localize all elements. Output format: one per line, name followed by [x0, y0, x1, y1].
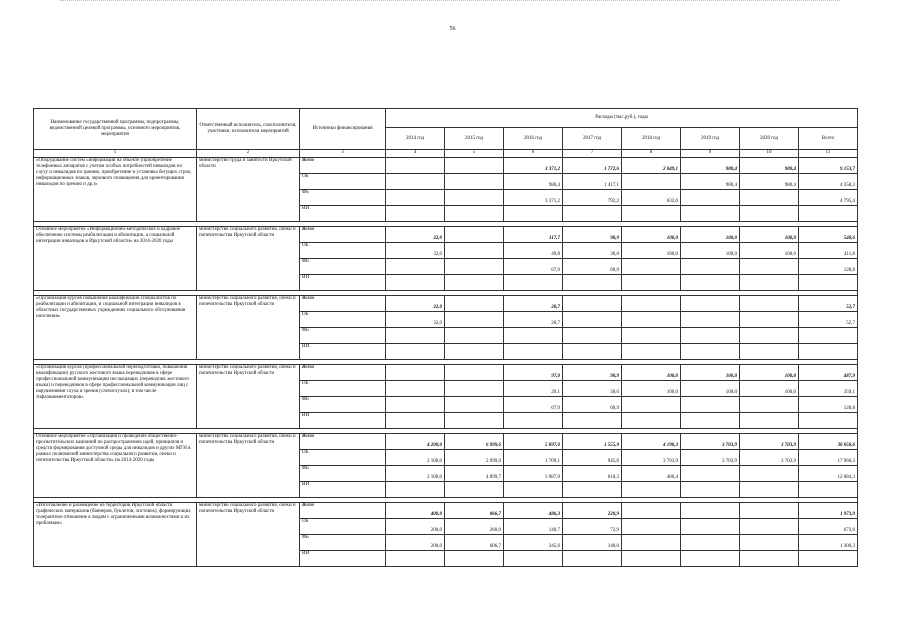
expense-value — [504, 413, 563, 429]
expense-value: 90,9 — [563, 227, 622, 243]
expense-value: 49,8 — [504, 243, 563, 259]
expense-value: 632,0 — [622, 190, 681, 206]
expense-value: 1 973,9 — [799, 503, 858, 519]
expense-value — [681, 466, 740, 482]
expense-value — [386, 397, 445, 413]
expense-value — [622, 206, 681, 222]
responsible-executor: министерство социального развития, опеки и попечительства Иркутской области — [197, 365, 300, 429]
expense-value — [386, 365, 445, 381]
expense-value — [504, 275, 563, 291]
col-header-responsible: Ответственный исполнитель, соисполнители, участники, исполнители мероприятий — [197, 109, 300, 150]
expense-value — [740, 413, 799, 429]
funding-source: ФБ — [300, 190, 386, 206]
expense-value — [622, 312, 681, 328]
expense-value: 200,0 — [386, 535, 445, 551]
expense-value — [563, 312, 622, 328]
table-row — [34, 434, 858, 450]
expense-value — [445, 206, 504, 222]
expense-value: 2 099,9 — [445, 450, 504, 466]
expense-value — [799, 551, 858, 567]
expense-value — [622, 551, 681, 567]
expense-value — [504, 482, 563, 498]
expense-value: 866,7 — [445, 503, 504, 519]
expense-value — [740, 259, 799, 275]
expense-value: 60,9 — [563, 259, 622, 275]
expense-value: 3 703,9 — [740, 434, 799, 450]
expense-value: 1 300,3 — [799, 535, 858, 551]
expense-value — [681, 397, 740, 413]
responsible-executor: министерство социального развития, опеки и попечительства Иркутской области — [197, 296, 300, 360]
expense-value — [622, 275, 681, 291]
expense-value: 4 200,0 — [386, 434, 445, 450]
expense-value — [740, 190, 799, 206]
col-header-source: Источники финансирования — [300, 109, 386, 150]
expense-value: 100,0 — [740, 243, 799, 259]
expense-value — [681, 551, 740, 567]
expense-value — [740, 519, 799, 535]
expense-value: 610,3 — [563, 466, 622, 482]
funding-source: ИИ — [300, 344, 386, 360]
expense-value: 32,0 — [386, 312, 445, 328]
expense-value — [563, 328, 622, 344]
expense-value — [740, 344, 799, 360]
expense-value: 345,6 — [504, 535, 563, 551]
expense-value: 72,9 — [563, 519, 622, 535]
measure-name: Основное мероприятие «Организация и проведение общественно-просветительских кампаний по распространению идей, принципов и средств формирования доступной среды для инвалидов и других МГН в рамках полномочий министерства социального развития, опеки и попечительства Иркутской области» на 2014-2020 годы — [34, 434, 197, 498]
year-header: 2017 год — [563, 128, 622, 150]
expense-value: 3 371,2 — [504, 190, 563, 206]
expense-value: 67,9 — [504, 259, 563, 275]
expense-value: 980,4 — [740, 158, 799, 174]
year-header: 2015 год — [445, 128, 504, 150]
funding-source: Всего — [300, 503, 386, 519]
funding-source: ИИ — [300, 206, 386, 222]
funding-source: Всего — [300, 227, 386, 243]
expense-value — [504, 206, 563, 222]
expense-value — [681, 190, 740, 206]
year-header: 2014 год — [386, 128, 445, 150]
page-number: 56 — [449, 26, 456, 32]
expense-value: 4 899,7 — [445, 466, 504, 482]
expense-value — [740, 328, 799, 344]
expense-value: 60,9 — [563, 397, 622, 413]
expense-value: 486,3 — [504, 503, 563, 519]
responsible-executor: министерство социального развития, опеки и попечительства Иркутской области — [197, 503, 300, 567]
responsible-executor: министерство труда и занятости Иркутской области — [197, 158, 300, 222]
funding-source: Всего — [300, 365, 386, 381]
scan-artifact-line — [60, 0, 840, 5]
header-row — [34, 109, 858, 128]
expense-value: 260,0 — [445, 519, 504, 535]
expense-value — [681, 535, 740, 551]
table-row — [34, 503, 858, 519]
expense-value: 32,0 — [386, 243, 445, 259]
expense-value — [445, 344, 504, 360]
expense-value: 487,9 — [799, 365, 858, 381]
funding-source: ОБ — [300, 312, 386, 328]
expense-value — [740, 206, 799, 222]
expense-value: 3 703,9 — [681, 434, 740, 450]
expense-value: 12 084,3 — [799, 466, 858, 482]
funding-source: ИИ — [300, 482, 386, 498]
expense-value — [504, 344, 563, 360]
expense-value — [445, 227, 504, 243]
expense-value — [681, 259, 740, 275]
expense-value: 30,0 — [563, 381, 622, 397]
expense-value: 5 097,0 — [504, 434, 563, 450]
expense-value: 128,8 — [799, 259, 858, 275]
expense-value — [622, 259, 681, 275]
funding-source: ИИ — [300, 275, 386, 291]
expense-value — [681, 328, 740, 344]
expense-value — [445, 296, 504, 312]
expense-value: 606,7 — [445, 535, 504, 551]
expense-value: 100,0 — [740, 227, 799, 243]
expense-value — [740, 551, 799, 567]
expense-value — [563, 413, 622, 429]
expense-value: 29,1 — [504, 381, 563, 397]
expense-value: 52,7 — [799, 296, 858, 312]
column-index: 8 — [622, 150, 681, 158]
expense-value — [386, 158, 445, 174]
expense-value — [799, 413, 858, 429]
expense-value: 100,0 — [681, 365, 740, 381]
expense-value: 400,0 — [386, 503, 445, 519]
expense-value — [740, 535, 799, 551]
expense-value — [799, 482, 858, 498]
funding-source: ФБ — [300, 328, 386, 344]
expense-value — [681, 413, 740, 429]
expense-value: 90,9 — [563, 365, 622, 381]
expense-value — [445, 397, 504, 413]
year-header: 2020 год — [740, 128, 799, 150]
column-index: 6 — [504, 150, 563, 158]
expense-value: 52,7 — [799, 312, 858, 328]
expense-value: 1 555,9 — [563, 434, 622, 450]
expense-value: 17 966,3 — [799, 450, 858, 466]
expense-value — [563, 551, 622, 567]
column-index: 10 — [740, 150, 799, 158]
expense-value: 30,0 — [563, 243, 622, 259]
year-header: 2016 год — [504, 128, 563, 150]
expense-value: 117,7 — [504, 227, 563, 243]
expense-value: 9 153,7 — [799, 158, 858, 174]
expense-value — [386, 328, 445, 344]
expense-value — [445, 312, 504, 328]
year-header: 2019 год — [681, 128, 740, 150]
funding-source: ОБ — [300, 243, 386, 259]
expense-value: 100,0 — [740, 381, 799, 397]
expense-value: 100,0 — [681, 243, 740, 259]
expense-value — [563, 482, 622, 498]
expense-value — [622, 296, 681, 312]
expense-value: 3 371,2 — [504, 158, 563, 174]
expense-value: 359,1 — [799, 381, 858, 397]
expense-value: 100,0 — [622, 243, 681, 259]
funding-source: ОБ — [300, 381, 386, 397]
funding-source: ФБ — [300, 466, 386, 482]
expense-value: 486,4 — [622, 466, 681, 482]
expense-value — [445, 174, 504, 190]
funding-source: ИИ — [300, 413, 386, 429]
column-index: 5 — [445, 150, 504, 158]
expense-value — [386, 174, 445, 190]
expense-value: 30 050,6 — [799, 434, 858, 450]
expense-value — [681, 344, 740, 360]
measure-name: Основное мероприятие «Информационно-методическое и кадровое обеспечение системы реабилитации и абилитации, а социальной интеграции инвалидов в Иркутской области» на 2014-2020 годы — [34, 227, 197, 291]
expense-value — [799, 275, 858, 291]
expense-value: 20,7 — [504, 296, 563, 312]
funding-source: ФБ — [300, 397, 386, 413]
expense-value — [445, 243, 504, 259]
column-index: 9 — [681, 150, 740, 158]
expense-value — [445, 482, 504, 498]
measure-name: «Организация курсов (профессиональной переподготовки, повышения квалификации) русского жестового языка переводчиков в сфере профессиональной коммуникации неслышащих (переводчик жестового языка) и переводчиков в сфере профессиональной коммуникации лиц с нарушениями слуха и зрения (слепоглухих), в том числе тифлокомментаторов» — [34, 365, 197, 429]
expense-value: 67,9 — [504, 397, 563, 413]
column-index: 2 — [197, 150, 300, 158]
expense-value: 32,0 — [386, 227, 445, 243]
expense-value: 980,4 — [681, 158, 740, 174]
column-index: 7 — [563, 150, 622, 158]
expense-value — [386, 259, 445, 275]
expense-value — [563, 275, 622, 291]
column-index: 11 — [799, 150, 858, 158]
funding-source: ИИ — [300, 551, 386, 567]
expense-value — [681, 206, 740, 222]
expense-value — [799, 344, 858, 360]
expense-value — [386, 551, 445, 567]
expense-value — [681, 482, 740, 498]
expense-value — [445, 190, 504, 206]
expense-value: 411,8 — [799, 243, 858, 259]
expense-value: 100,0 — [622, 227, 681, 243]
expenses-table — [33, 108, 858, 567]
expense-value — [386, 344, 445, 360]
expense-value — [563, 206, 622, 222]
expense-value — [622, 535, 681, 551]
expense-value — [445, 259, 504, 275]
expense-value: 128,8 — [799, 397, 858, 413]
expense-value: 673,6 — [799, 519, 858, 535]
expense-value — [445, 365, 504, 381]
expense-value: 2 100,0 — [386, 466, 445, 482]
expense-value: 3 703,9 — [740, 450, 799, 466]
expense-value — [740, 312, 799, 328]
expense-value — [622, 519, 681, 535]
expense-value: 148,0 — [563, 535, 622, 551]
expense-value: 792,2 — [563, 190, 622, 206]
expense-value — [740, 296, 799, 312]
expense-value: 140,7 — [504, 519, 563, 535]
expense-value — [622, 344, 681, 360]
funding-source: ОБ — [300, 174, 386, 190]
expense-value — [622, 413, 681, 429]
expense-value — [622, 174, 681, 190]
expense-value — [681, 312, 740, 328]
funding-source: Всего — [300, 296, 386, 312]
expense-value: 97,0 — [504, 365, 563, 381]
expense-value: 3 987,9 — [504, 466, 563, 482]
expense-value — [504, 328, 563, 344]
expense-value — [386, 381, 445, 397]
expense-value: 3 703,9 — [622, 450, 681, 466]
expense-value: 6 999,6 — [445, 434, 504, 450]
expense-value: 945,6 — [563, 450, 622, 466]
measure-name: «Оборудование систем «информации на объекте (приобретение телефонных аппаратов с учетом особых потребностей инвалидов по слуху и инвалидов по зрению, приобретение и установка бегущих строк, информационных знаков, звукового оповещения для ориентирования инвалидов по зрению и др.)» — [34, 158, 197, 222]
expense-value — [563, 296, 622, 312]
expense-value — [799, 206, 858, 222]
expense-value: 100,0 — [622, 381, 681, 397]
expense-value — [740, 503, 799, 519]
expense-value: 980,4 — [504, 174, 563, 190]
expense-value — [445, 328, 504, 344]
year-header: 2018 год — [622, 128, 681, 150]
funding-source: ФБ — [300, 259, 386, 275]
expense-value: 100,0 — [622, 365, 681, 381]
expense-value: 980,4 — [740, 174, 799, 190]
measure-name: «Изготовление и размещение на территории Иркутской области графических материалов (баннеров, буклетов, листовок), формирующих толерантное отношение к людям с ограниченными возможностями и их проблемам» — [34, 503, 197, 567]
responsible-executor: министерство социального развития, опеки и попечительства Иркутской области — [197, 227, 300, 291]
funding-source: Всего — [300, 434, 386, 450]
column-index: 1 — [34, 150, 197, 158]
expense-value — [622, 503, 681, 519]
expense-value: 100,0 — [681, 381, 740, 397]
expense-value — [740, 466, 799, 482]
expense-value — [445, 158, 504, 174]
col-header-name: Наименование государственной программы, подпрограммы, ведомственной целевой программы, основного мероприятия, мероприятия — [34, 109, 197, 150]
expense-value — [681, 519, 740, 535]
expense-value — [504, 551, 563, 567]
expense-value — [386, 275, 445, 291]
col-header-expenses: Расходы (тыс.руб.), годы — [386, 109, 858, 128]
expense-value: 4 795,4 — [799, 190, 858, 206]
expense-value — [386, 413, 445, 429]
expense-value: 3 703,9 — [681, 450, 740, 466]
year-header: Всего — [799, 128, 858, 150]
funding-source: ОБ — [300, 519, 386, 535]
expense-value: 540,6 — [799, 227, 858, 243]
funding-source: ФБ — [300, 535, 386, 551]
expense-value: 1 772,6 — [563, 158, 622, 174]
expense-value — [445, 275, 504, 291]
expense-value — [740, 275, 799, 291]
expense-value — [740, 397, 799, 413]
expense-value — [445, 413, 504, 429]
expense-value — [386, 206, 445, 222]
column-index: 4 — [386, 150, 445, 158]
expense-value: 220,9 — [563, 503, 622, 519]
expense-value — [622, 482, 681, 498]
table-row — [34, 365, 858, 381]
expense-value — [445, 381, 504, 397]
expense-value — [622, 328, 681, 344]
expense-value — [445, 551, 504, 567]
expense-value: 2 049,1 — [622, 158, 681, 174]
expense-value — [799, 328, 858, 344]
expense-value — [622, 397, 681, 413]
expense-value — [681, 503, 740, 519]
expense-value: 2 100,0 — [386, 450, 445, 466]
expense-value: 4 190,3 — [622, 434, 681, 450]
table-row — [34, 296, 858, 312]
expense-value — [740, 482, 799, 498]
expense-value — [681, 296, 740, 312]
table-row — [34, 227, 858, 243]
expense-value: 980,4 — [681, 174, 740, 190]
responsible-executor: министерство социального развития, опеки и попечительства Иркутской области — [197, 434, 300, 498]
expense-value — [386, 190, 445, 206]
expense-value: 100,0 — [740, 365, 799, 381]
funding-source: Всего — [300, 158, 386, 174]
expense-value: 1 417,1 — [563, 174, 622, 190]
expense-value: 100,0 — [681, 227, 740, 243]
funding-source: ОБ — [300, 450, 386, 466]
expense-value: 1 709,1 — [504, 450, 563, 466]
expense-value: 4 358,3 — [799, 174, 858, 190]
expense-value — [563, 344, 622, 360]
expense-value: 32,0 — [386, 296, 445, 312]
table-row — [34, 158, 858, 174]
expense-value — [386, 482, 445, 498]
expense-value: 200,0 — [386, 519, 445, 535]
expense-value: 20,7 — [504, 312, 563, 328]
measure-name: «Организация курсов повышения квалификации специалистов по реабилитации и абилитации, и социальной интеграции инвалидов в областных государственных учреждениях социального обслуживания населения» — [34, 296, 197, 360]
expense-value — [681, 275, 740, 291]
column-index: 3 — [300, 150, 386, 158]
